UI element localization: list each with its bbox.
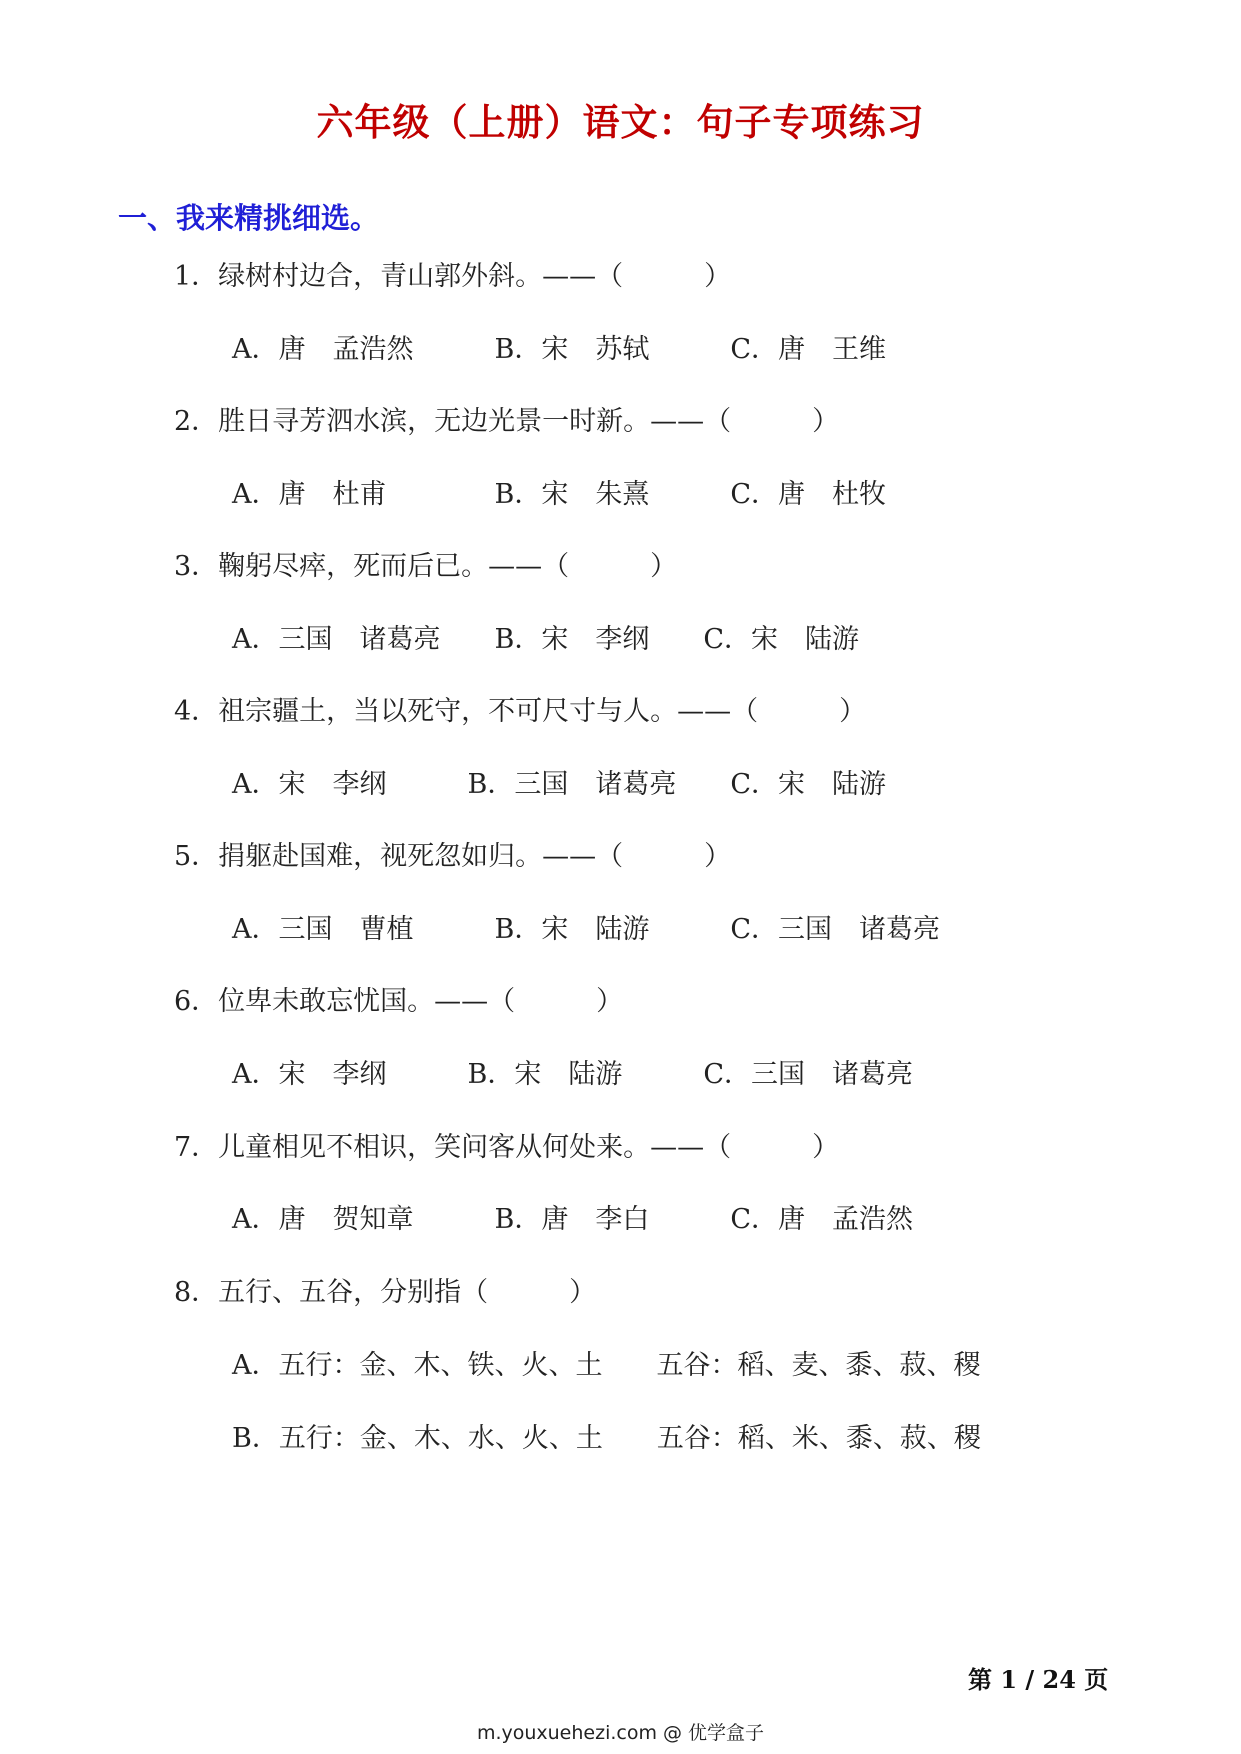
section-heading: 一、我来精挑细选。 xyxy=(118,201,380,235)
question-4: 4．祖宗疆土，当以死守，不可尺寸与人。——（ ） xyxy=(174,696,867,727)
question-8-option-b: B．五行：金、木、水、火、土 五谷：稻、米、黍、菽、稷 xyxy=(232,1423,981,1454)
question-2-options: A．唐 杜甫 B．宋 朱熹 C．唐 杜牧 xyxy=(232,479,886,510)
question-8: 8．五行、五谷，分别指（ ） xyxy=(174,1277,597,1308)
question-6: 6．位卑未敢忘忧国。——（ ） xyxy=(174,986,624,1017)
question-3: 3．鞠躬尽瘁，死而后已。——（ ） xyxy=(174,551,678,582)
question-7-options: A．唐 贺知章 B．唐 李白 C．唐 孟浩然 xyxy=(232,1204,913,1235)
page-number: 第 1 / 24 页 xyxy=(968,1665,1109,1694)
question-5: 5．捐躯赴国难，视死忽如归。——（ ） xyxy=(174,841,732,872)
question-5-options: A．三国 曹植 B．宋 陆游 C．三国 诸葛亮 xyxy=(232,914,940,945)
question-3-options: A．三国 诸葛亮 B．宋 李纲 C．宋 陆游 xyxy=(232,624,859,655)
page-title: 六年级（上册）语文：句子专项练习 xyxy=(316,100,925,144)
question-2: 2．胜日寻芳泗水滨，无边光景一时新。——（ ） xyxy=(174,406,840,437)
question-7: 7．儿童相见不相识，笑问客从何处来。——（ ） xyxy=(174,1132,840,1163)
footer-watermark: m.youxuehezi.com @ 优学盒子 xyxy=(476,1722,765,1744)
question-1: 1．绿树村边合，青山郭外斜。——（ ） xyxy=(174,261,732,292)
question-1-options: A．唐 孟浩然 B．宋 苏轼 C．唐 王维 xyxy=(232,334,886,365)
question-8-option-a: A．五行：金、木、铁、火、土 五谷：稻、麦、黍、菽、稷 xyxy=(232,1350,981,1381)
question-4-options: A．宋 李纲 B．三国 诸葛亮 C．宋 陆游 xyxy=(232,769,886,800)
question-6-options: A．宋 李纲 B．宋 陆游 C．三国 诸葛亮 xyxy=(232,1059,913,1090)
